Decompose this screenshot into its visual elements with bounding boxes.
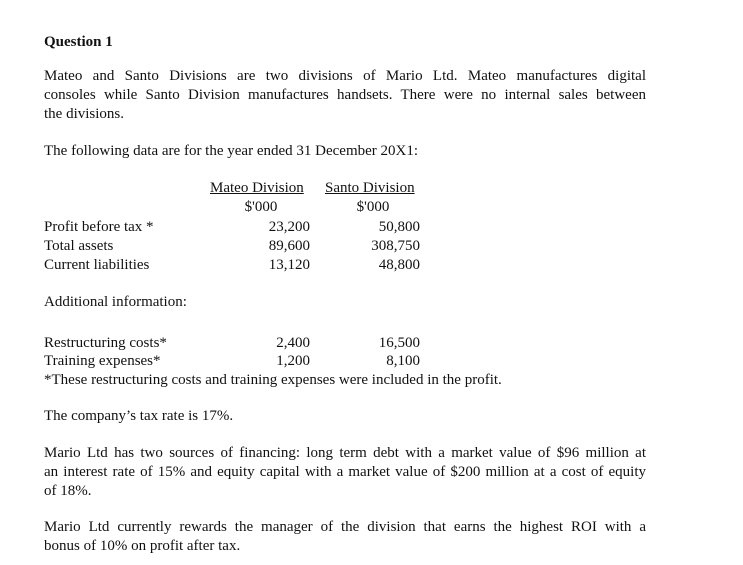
bonus-line: Mario Ltd currently rewards the manager of the division that earns the highest ROI with a <box>44 519 646 535</box>
row-label-total-assets: Total assets <box>44 238 114 254</box>
santo-training-value: 8,100 <box>386 353 420 369</box>
row-label-profit-before-tax: Profit before tax * <box>44 219 154 235</box>
footnote-text: *These restructuring costs and training expenses were included in the profit. <box>44 372 502 388</box>
bonus-line: bonus of 10% on profit after tax. <box>44 538 241 554</box>
santo-division-header: Santo Division <box>325 180 415 196</box>
row-label-current-liabilities: Current liabilities <box>44 257 150 273</box>
intro-line: Mateo and Santo Divisions are two divisions of Mario Ltd. Mateo manufactures digital <box>44 68 646 84</box>
data-intro-text: The following data are for the year ended 31 December 20X1: <box>44 143 419 159</box>
question-title: Question 1 <box>44 34 113 50</box>
mateo-division-header: Mateo Division <box>210 180 304 196</box>
tax-rate-text: The company’s tax rate is 17%. <box>44 408 234 424</box>
financing-line: Mario Ltd has two sources of financing: long term debt with a market value of $96 million at <box>44 445 646 461</box>
intro-line: consoles while Santo Division manufactures handsets. There were no internal sales between <box>44 87 646 103</box>
additional-info-label: Additional information: <box>44 294 187 310</box>
intro-line: the divisions. <box>44 106 125 122</box>
mateo-unit-label: $'000 <box>244 199 278 215</box>
financing-line: an interest rate of 15% and equity capital with a market value of $200 million at a cost of equity <box>44 464 646 480</box>
intro-paragraph <box>44 67 646 124</box>
santo-total-assets-value: 308,750 <box>371 238 420 254</box>
mateo-training-value: 1,200 <box>276 353 310 369</box>
mateo-current-liabilities-value: 13,120 <box>268 257 310 273</box>
row-label-training-expenses: Training expenses* <box>44 353 161 369</box>
financing-line: of 18%. <box>44 483 92 499</box>
mateo-total-assets-value: 89,600 <box>268 238 310 254</box>
santo-restructuring-value: 16,500 <box>378 335 420 351</box>
santo-unit-label: $'000 <box>356 199 390 215</box>
bonus-paragraph <box>44 518 646 556</box>
row-label-restructuring-costs: Restructuring costs* <box>44 335 167 351</box>
mateo-profit-value: 23,200 <box>268 219 310 235</box>
financing-paragraph <box>44 444 646 501</box>
santo-profit-value: 50,800 <box>378 219 420 235</box>
mateo-restructuring-value: 2,400 <box>276 335 310 351</box>
santo-current-liabilities-value: 48,800 <box>378 257 420 273</box>
